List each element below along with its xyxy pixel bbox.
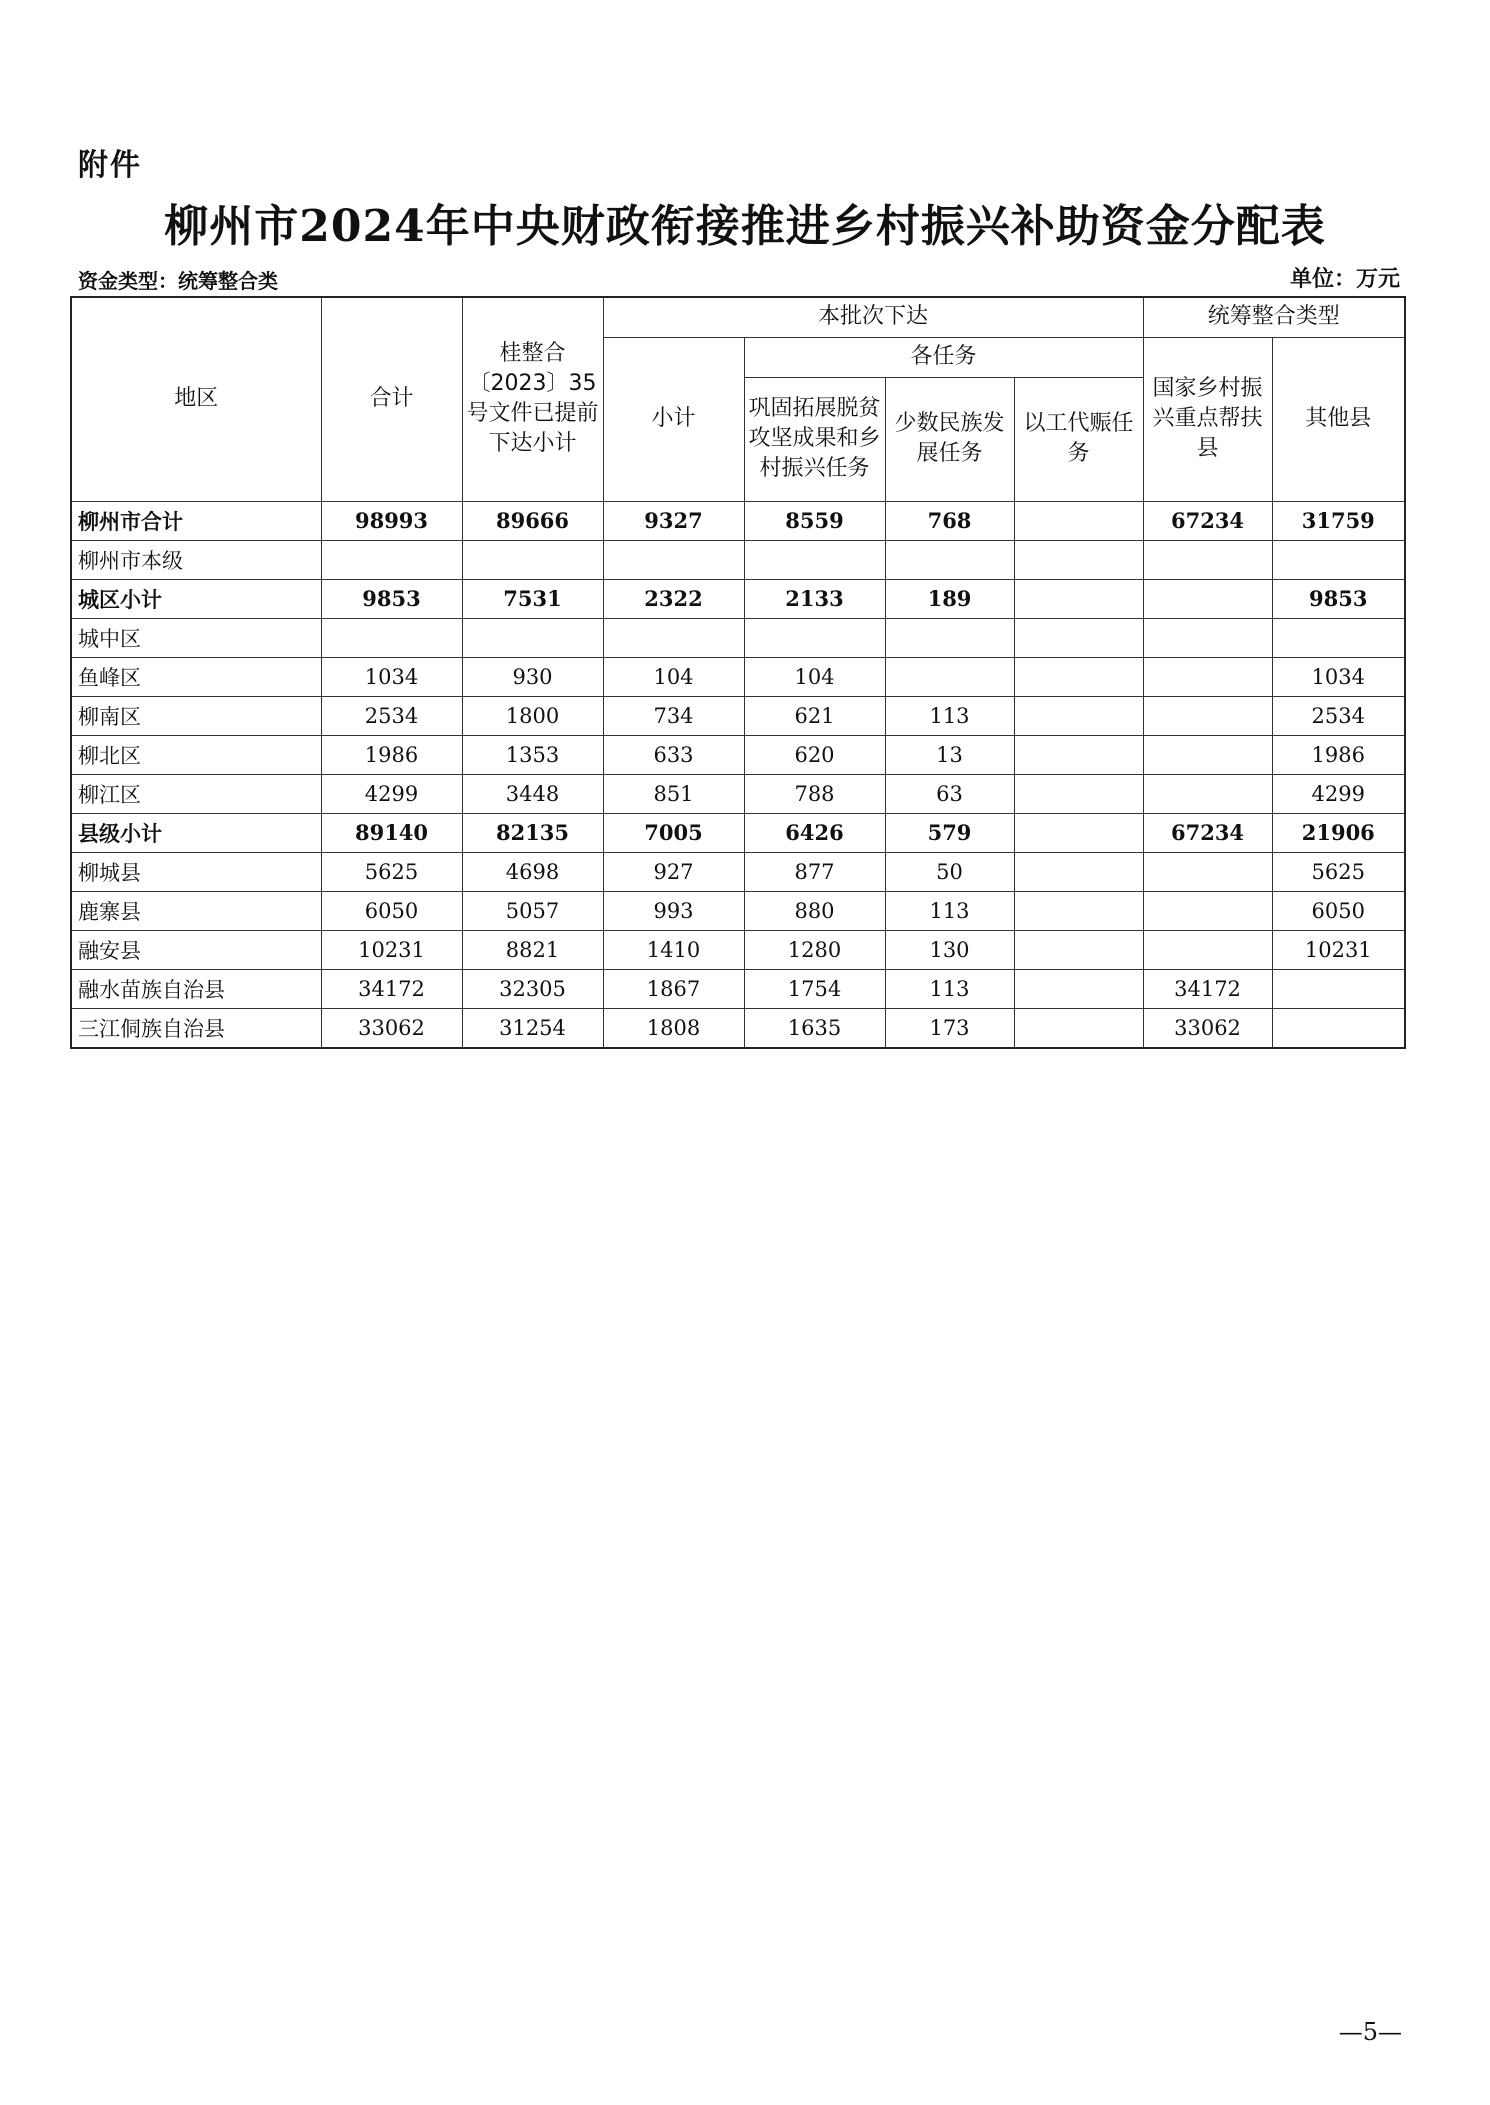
cell-task1: 8559	[744, 501, 885, 540]
header-type-group: 统筹整合类型	[1143, 297, 1405, 337]
cell-national	[1143, 540, 1272, 579]
cell-total: 10231	[321, 930, 462, 969]
cell-task2: 173	[885, 1008, 1014, 1048]
cell-other	[1272, 540, 1405, 579]
cell-task3	[1014, 696, 1143, 735]
cell-task3	[1014, 1008, 1143, 1048]
cell-region: 柳江区	[71, 774, 321, 813]
cell-national	[1143, 735, 1272, 774]
cell-prior: 7531	[462, 579, 603, 618]
cell-task2: 50	[885, 852, 1014, 891]
cell-total	[321, 540, 462, 579]
table-row	[71, 852, 1405, 891]
cell-subtotal: 104	[603, 657, 744, 696]
cell-region: 鹿寨县	[71, 891, 321, 930]
cell-other: 1034	[1272, 657, 1405, 696]
cell-region: 融水苗族自治县	[71, 969, 321, 1008]
cell-subtotal: 1867	[603, 969, 744, 1008]
cell-other	[1272, 1008, 1405, 1048]
table-row	[71, 891, 1405, 930]
cell-subtotal: 1808	[603, 1008, 744, 1048]
cell-task1: 880	[744, 891, 885, 930]
cell-total: 34172	[321, 969, 462, 1008]
table-row	[71, 813, 1405, 852]
cell-prior: 8821	[462, 930, 603, 969]
attachment-label: 附件	[78, 148, 142, 183]
table-row	[71, 1008, 1405, 1048]
table-row	[71, 657, 1405, 696]
cell-subtotal: 851	[603, 774, 744, 813]
cell-region: 柳城县	[71, 852, 321, 891]
cell-task3	[1014, 774, 1143, 813]
cell-prior: 89666	[462, 501, 603, 540]
table-row	[71, 618, 1405, 657]
cell-subtotal: 927	[603, 852, 744, 891]
header-task3: 以工代赈任务	[1014, 377, 1143, 501]
cell-region: 柳北区	[71, 735, 321, 774]
header-tasks: 各任务	[744, 337, 1143, 377]
cell-region: 鱼峰区	[71, 657, 321, 696]
cell-task2: 189	[885, 579, 1014, 618]
cell-national: 34172	[1143, 969, 1272, 1008]
cell-subtotal: 633	[603, 735, 744, 774]
cell-task3	[1014, 930, 1143, 969]
cell-task2: 768	[885, 501, 1014, 540]
cell-prior: 1800	[462, 696, 603, 735]
cell-task2: 63	[885, 774, 1014, 813]
cell-total: 6050	[321, 891, 462, 930]
cell-task3	[1014, 579, 1143, 618]
cell-region: 柳州市合计	[71, 501, 321, 540]
cell-national	[1143, 930, 1272, 969]
cell-task1: 620	[744, 735, 885, 774]
header-other: 其他县	[1272, 337, 1405, 501]
cell-task1	[744, 540, 885, 579]
cell-other: 2534	[1272, 696, 1405, 735]
cell-prior: 1353	[462, 735, 603, 774]
cell-task2: 113	[885, 891, 1014, 930]
cell-other	[1272, 618, 1405, 657]
cell-total: 89140	[321, 813, 462, 852]
cell-prior	[462, 540, 603, 579]
cell-subtotal: 2322	[603, 579, 744, 618]
cell-subtotal: 734	[603, 696, 744, 735]
unit-label: 单位：万元	[1289, 267, 1400, 292]
cell-other: 10231	[1272, 930, 1405, 969]
cell-national: 67234	[1143, 501, 1272, 540]
cell-national	[1143, 891, 1272, 930]
table-row	[71, 735, 1405, 774]
table-row	[71, 774, 1405, 813]
allocation-table	[70, 296, 1406, 1049]
header-total: 合计	[321, 297, 462, 501]
cell-other: 6050	[1272, 891, 1405, 930]
cell-subtotal: 9327	[603, 501, 744, 540]
cell-prior: 31254	[462, 1008, 603, 1048]
table-row	[71, 696, 1405, 735]
cell-total: 5625	[321, 852, 462, 891]
cell-national	[1143, 852, 1272, 891]
header-subtotal: 小计	[603, 337, 744, 501]
cell-task1: 788	[744, 774, 885, 813]
cell-task3	[1014, 813, 1143, 852]
cell-task1: 621	[744, 696, 885, 735]
cell-national	[1143, 696, 1272, 735]
cell-subtotal	[603, 540, 744, 579]
table-row	[71, 969, 1405, 1008]
cell-region: 柳州市本级	[71, 540, 321, 579]
table-row	[71, 579, 1405, 618]
header-region: 地区	[71, 297, 321, 501]
cell-task1: 2133	[744, 579, 885, 618]
cell-task3	[1014, 501, 1143, 540]
cell-total: 1986	[321, 735, 462, 774]
cell-task3	[1014, 735, 1143, 774]
cell-total	[321, 618, 462, 657]
table-body	[71, 501, 1405, 1048]
cell-task1: 1754	[744, 969, 885, 1008]
cell-task1: 1635	[744, 1008, 885, 1048]
cell-task2	[885, 618, 1014, 657]
cell-task2: 130	[885, 930, 1014, 969]
cell-prior: 930	[462, 657, 603, 696]
cell-total: 98993	[321, 501, 462, 540]
page-title: 柳州市2024年中央财政衔接推进乡村振兴补助资金分配表	[164, 201, 1326, 252]
cell-task1	[744, 618, 885, 657]
cell-total: 2534	[321, 696, 462, 735]
table-row	[71, 540, 1405, 579]
cell-national	[1143, 579, 1272, 618]
table-row	[71, 501, 1405, 540]
page-number: —5—	[1338, 2018, 1402, 2046]
cell-task1: 104	[744, 657, 885, 696]
cell-task2: 113	[885, 969, 1014, 1008]
cell-region: 柳南区	[71, 696, 321, 735]
cell-task1: 6426	[744, 813, 885, 852]
cell-other: 5625	[1272, 852, 1405, 891]
cell-task3	[1014, 618, 1143, 657]
cell-task2: 579	[885, 813, 1014, 852]
cell-other: 9853	[1272, 579, 1405, 618]
cell-task3	[1014, 969, 1143, 1008]
header-task2: 少数民族发展任务	[885, 377, 1014, 501]
cell-total: 1034	[321, 657, 462, 696]
cell-prior: 32305	[462, 969, 603, 1008]
cell-national	[1143, 657, 1272, 696]
cell-other: 4299	[1272, 774, 1405, 813]
cell-prior: 4698	[462, 852, 603, 891]
header-national: 国家乡村振兴重点帮扶县	[1143, 337, 1272, 501]
header-prior: 桂整合〔2023〕35号文件已提前下达小计	[462, 297, 603, 501]
cell-task3	[1014, 540, 1143, 579]
cell-other: 21906	[1272, 813, 1405, 852]
cell-national: 33062	[1143, 1008, 1272, 1048]
cell-subtotal: 993	[603, 891, 744, 930]
cell-subtotal: 7005	[603, 813, 744, 852]
cell-task2	[885, 657, 1014, 696]
cell-task1: 1280	[744, 930, 885, 969]
cell-other: 1986	[1272, 735, 1405, 774]
cell-national: 67234	[1143, 813, 1272, 852]
cell-prior	[462, 618, 603, 657]
cell-region: 城区小计	[71, 579, 321, 618]
cell-task2: 13	[885, 735, 1014, 774]
cell-other	[1272, 969, 1405, 1008]
cell-subtotal: 1410	[603, 930, 744, 969]
cell-task2	[885, 540, 1014, 579]
cell-region: 城中区	[71, 618, 321, 657]
table-row	[71, 930, 1405, 969]
cell-total: 9853	[321, 579, 462, 618]
cell-task2: 113	[885, 696, 1014, 735]
cell-prior: 82135	[462, 813, 603, 852]
cell-total: 33062	[321, 1008, 462, 1048]
cell-task3	[1014, 891, 1143, 930]
cell-task3	[1014, 852, 1143, 891]
cell-other: 31759	[1272, 501, 1405, 540]
cell-region: 三江侗族自治县	[71, 1008, 321, 1048]
cell-subtotal	[603, 618, 744, 657]
cell-national	[1143, 618, 1272, 657]
cell-task3	[1014, 657, 1143, 696]
cell-task1: 877	[744, 852, 885, 891]
cell-region: 县级小计	[71, 813, 321, 852]
cell-region: 融安县	[71, 930, 321, 969]
cell-national	[1143, 774, 1272, 813]
header-task1: 巩固拓展脱贫攻坚成果和乡村振兴任务	[744, 377, 885, 501]
cell-total: 4299	[321, 774, 462, 813]
cell-prior: 5057	[462, 891, 603, 930]
header-batch: 本批次下达	[603, 297, 1143, 337]
cell-prior: 3448	[462, 774, 603, 813]
fund-type-label: 资金类型：统筹整合类	[78, 269, 278, 293]
